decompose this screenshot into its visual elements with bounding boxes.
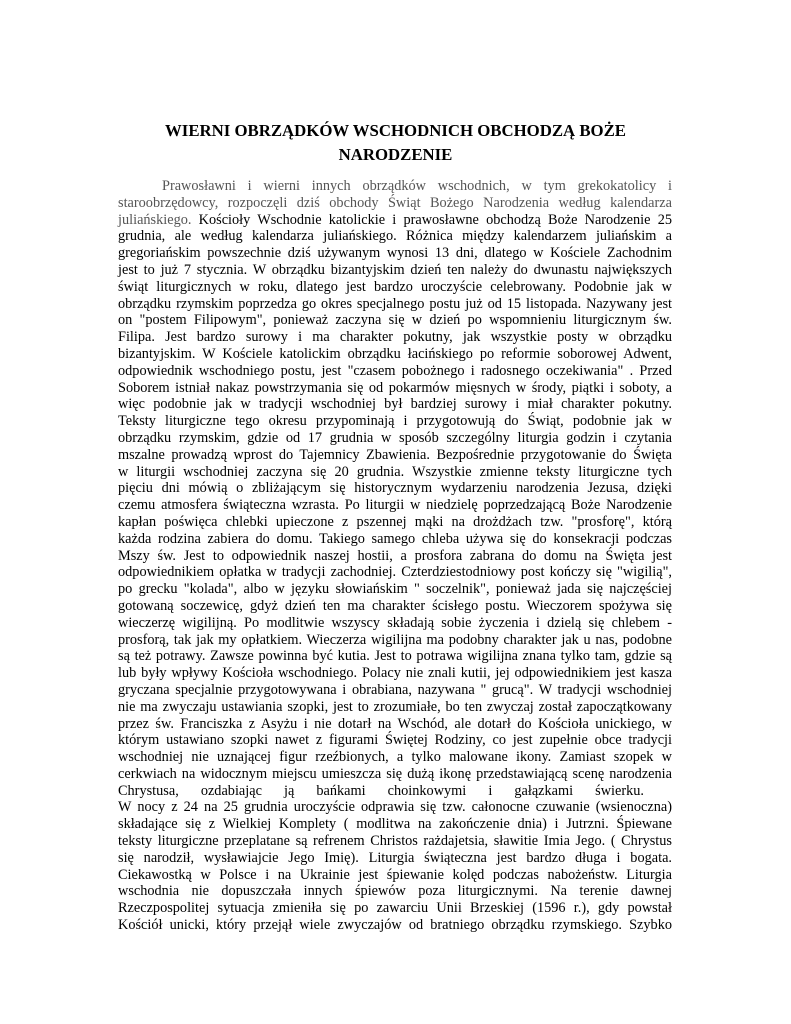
body-line: cerkwiach na widocznym miejscu umieszcza się dużą ikonę przedstawiającą scenę narodzenia	[118, 765, 672, 782]
body-line: teksty liturgiczne przeplatane są refrenem Christos rażdajetsia, sławitie Imia Jego. ( Chrystus	[118, 833, 672, 850]
body-line: W nocy z 24 na 25 grudnia uroczyście odprawia się tzw. całonocne czuwanie (wsienoczna)	[118, 799, 672, 816]
body-line: kapłan poświęca chlebki upieczone z pszennej mąki na drożdżach tzw. "prosforę", którą	[118, 513, 672, 530]
body-line: wschodnia nie dopuszczała innych śpiewów poza liturgicznymi. Na terenie dawnej	[118, 883, 672, 900]
body-line: każda rodzina zabiera do domu. Takiego samego chleba używa się do konsekracji podczas	[118, 530, 672, 547]
body-line: prosforą, tak jak my opłatkiem. Wieczerza wigilijna ma podobny charakter jak u nas, podobne	[118, 631, 672, 648]
body-line: przez św. Franciszka z Asyżu i nie dotarł na Wschód, ale dotarł do Kościoła unickiego, w	[118, 715, 672, 732]
body-line: Filipa. Jest bardzo surowy i ma charakter pokutny, jak wszystkie posty w obrządku	[118, 329, 672, 346]
body-line: odpowiednikiem opłatka w tradycji zachodniej. Czterdziestodniowy post kończy się "wigilią",	[118, 564, 672, 581]
body-line	[118, 195, 672, 212]
body-line: którym ustawiano szopki nawet z figurami Świętej Rodziny, co jest zupełnie obce tradycji	[118, 732, 672, 749]
body-line: po grecku "kolada", albo w języku słowiańskim " soczelnik", ponieważ jada się najczęściej	[118, 581, 672, 598]
body-line: Mszy św. Jest to odpowiednik naszej hostii, a prosfora zabrana do domu na Święta jest	[118, 547, 672, 564]
body-line: Rzeczpospolitej sytuacja zmieniła się po zawarciu Unii Brzeskiej (1596 r.), gdy powstał	[118, 900, 672, 917]
body-line	[118, 178, 672, 195]
body-line: Chrystusa, ozdabiając ją bańkami choinkowymi i gałązkami świerku.	[118, 782, 644, 799]
body-line: on "postem Filipowym", ponieważ zaczyna się w dzień po wspomnieniu liturgicznym św.	[118, 312, 672, 329]
body-line: grudnia, ale według kalendarza juliańskiego. Różnica między kalendarzem juliańskim a	[118, 228, 672, 245]
body-line: świąt liturgicznych w roku, dlatego jest bardzo uroczyście celebrowany. Podobnie jak w	[118, 278, 672, 295]
body-line: Teksty liturgiczne tego okresu przypominają i przygotowują do Świąt, podobnie jak w	[118, 413, 672, 430]
body-line: wieczerzę wigilijną. Po modlitwie wszyscy składają sobie życzenia i dzielą się chlebem -	[118, 614, 672, 631]
body-line: Soborem istniał nakaz powstrzymania się od pokarmów mięsnych w środy, piątki i soboty, a	[118, 379, 672, 396]
document-body	[118, 178, 672, 934]
body-line: jest to już 7 stycznia. W obrządku bizantyjskim dzień ten należy do dwunastu największych	[118, 261, 672, 278]
body-line: lub były wpływy Kościoła wschodniego. Polacy nie znali kutii, jej odpowiednikiem jest kasza	[118, 665, 672, 682]
body-line: odpowiednik wschodniego postu, jest "czasem pobożnego i radosnego oczekiwania" . Przed	[118, 362, 672, 379]
body-line: nie ma zwyczaju ustawiania szopki, jest to zrozumiałe, bo ten zwyczaj został zapoczątkowany	[118, 698, 672, 715]
document-title	[0, 119, 791, 167]
body-line: czemu atmosfera świąteczna wzrasta. Po liturgii w niedzielę poprzedzającą Boże Narodzenie	[118, 497, 672, 514]
title-line: NARODZENIE	[338, 145, 453, 164]
title-line: WIERNI OBRZĄDKÓW WSCHODNICH OBCHODZĄ BOŻE	[165, 121, 626, 140]
text-segment: Kościoły Wschodnie katolickie i prawosławne obchodzą Boże Narodzenie 25	[191, 211, 672, 228]
body-line: obrządku rzymskim poprzedza go okres specjalnego postu już od 15 listopada. Nazywany jest	[118, 295, 672, 312]
text-segment: staroobrzędowcy, rozpoczęli dziś obchody Świąt Bożego Narodzenia według kalendarza	[118, 194, 672, 211]
body-line: Ciekawostką w Polsce i na Ukrainie jest śpiewanie kolęd podczas nabożeństw. Liturgia	[118, 866, 672, 883]
body-line: w liturgii wschodniej zaczyna się 20 grudnia. Wszystkie zmienne teksty liturgiczne tych	[118, 463, 672, 480]
body-line: gregoriańskim powszechnie dziś używanym wynosi 13 dni, dlatego w Kościele Zachodnim	[118, 245, 672, 262]
body-line: się narodził, wysławiajcie Jego Imię). Liturgia świąteczna jest bardzo długa i bogata.	[118, 849, 672, 866]
body-line: wschodniej nie uznającej figur rzeźbionych, a tylko malowane ikony. Zamiast szopek w	[118, 749, 672, 766]
body-line: gotowaną soczewicę, gdyż dzień ten ma charakter ścisłego postu. Wieczorem spożywa się	[118, 597, 672, 614]
body-line: obrządku rzymskim, gdzie od 17 grudnia w sposób szczególny liturgia godzin i czytania	[118, 429, 672, 446]
body-line	[118, 212, 672, 229]
body-line: więc podobnie jak w tradycji wschodniej był bardziej surowy i miał charakter pokutny.	[118, 396, 672, 413]
body-line: mszalne prowadzą wprost do Tajemnicy Zbawienia. Bezpośrednie przygotowanie do Święta	[118, 446, 672, 463]
body-line: Kościół unicki, który przejął wiele zwyczajów od bratniego obrządku rzymskiego. Szybko	[118, 917, 672, 934]
body-line: gryczana specjalnie przygotowywana i obrabiana, nazywana " grucą". W tradycji wschodniej	[118, 681, 672, 698]
text-segment: Prawosławni i wierni innych obrządków wschodnich, w tym grekokatolicy i	[162, 178, 672, 194]
body-line: bizantyjskim. W Kościele katolickim obrządku łacińskiego po reformie soborowej Adwent,	[118, 345, 672, 362]
text-segment: juliańskiego.	[118, 211, 192, 228]
body-line: są też potrawy. Zawsze powinna być kutia. Jest to potrawa wigilijna znana tylko tam, gdzie są	[118, 648, 672, 665]
body-line: składające się z Wielkiej Komplety ( modlitwa na zakończenie dnia) i Jutrzni. Śpiewane	[118, 816, 672, 833]
body-line: pięciu dni mówią o zbliżającym się historycznym wydarzeniu narodzenia Jezusa, dzięki	[118, 480, 672, 497]
